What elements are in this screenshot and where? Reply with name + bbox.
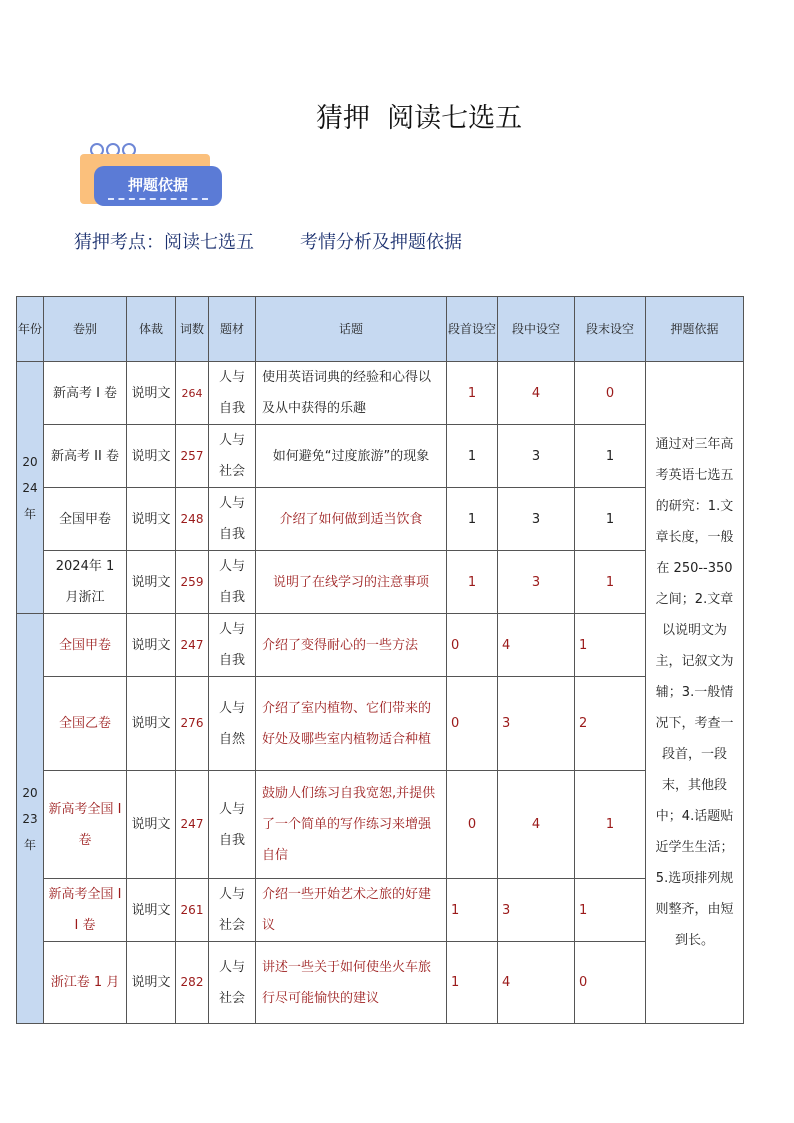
table-row	[17, 879, 744, 942]
subtitle	[74, 228, 462, 254]
subtitle-analysis: 考情分析及押题依据	[300, 232, 462, 253]
mid-cell: 4	[498, 614, 575, 677]
theme-cell: 人与社会	[209, 942, 256, 1024]
mid-cell: 4	[498, 942, 575, 1024]
end-cell: 0	[575, 362, 646, 425]
head-cell: 1	[447, 942, 498, 1024]
genre-cell: 说明文	[127, 488, 176, 551]
table-row	[17, 614, 744, 677]
header-basis: 押题依据	[646, 297, 744, 362]
table-row	[17, 425, 744, 488]
end-cell: 1	[575, 425, 646, 488]
end-cell: 1	[575, 488, 646, 551]
table-row	[17, 488, 744, 551]
topic-cell: 介绍了室内植物、它们带来的好处及哪些室内植物适合种植	[256, 677, 447, 771]
paper-cell: 全国甲卷	[44, 488, 127, 551]
badge-label: 押题依据	[94, 166, 222, 206]
mid-cell: 4	[498, 771, 575, 879]
theme-cell: 人与自我	[209, 362, 256, 425]
topic-cell: 介绍了变得耐心的一些方法	[256, 614, 447, 677]
topic-cell: 说明了在线学习的注意事项	[256, 551, 447, 614]
table-row	[17, 771, 744, 879]
genre-cell: 说明文	[127, 362, 176, 425]
year-cell-2023: 2023年	[17, 614, 44, 1024]
topic-cell: 鼓励人们练习自我宽恕,并提供了一个简单的写作练习来增强自信	[256, 771, 447, 879]
mid-cell: 4	[498, 362, 575, 425]
header-words: 词数	[176, 297, 209, 362]
end-cell: 1	[575, 614, 646, 677]
paper-cell: 新高考全国 I 卷	[44, 771, 127, 879]
genre-cell: 说明文	[127, 879, 176, 942]
header-theme: 题材	[209, 297, 256, 362]
words-cell: 282	[176, 942, 209, 1024]
theme-cell: 人与社会	[209, 425, 256, 488]
analysis-table	[16, 296, 744, 1024]
head-cell: 1	[447, 362, 498, 425]
words-cell: 276	[176, 677, 209, 771]
header-mid-blank: 段中设空	[498, 297, 575, 362]
table-header-row	[17, 297, 744, 362]
header-genre: 体裁	[127, 297, 176, 362]
table-row	[17, 677, 744, 771]
topic-cell: 介绍一些开始艺术之旅的好建议	[256, 879, 447, 942]
header-topic: 话题	[256, 297, 447, 362]
theme-cell: 人与自我	[209, 771, 256, 879]
words-cell: 257	[176, 425, 209, 488]
mid-cell: 3	[498, 677, 575, 771]
header-year: 年份	[17, 297, 44, 362]
head-cell: 1	[447, 551, 498, 614]
genre-cell: 说明文	[127, 942, 176, 1024]
genre-cell: 说明文	[127, 614, 176, 677]
genre-cell: 说明文	[127, 425, 176, 488]
head-cell: 1	[447, 879, 498, 942]
paper-cell: 全国甲卷	[44, 614, 127, 677]
topic-cell: 使用英语词典的经验和心得以及从中获得的乐趣	[256, 362, 447, 425]
year-cell-2024: 2024年	[17, 362, 44, 614]
paper-cell: 新高考 II 卷	[44, 425, 127, 488]
head-cell: 0	[447, 771, 498, 879]
mid-cell: 3	[498, 551, 575, 614]
words-cell: 264	[176, 362, 209, 425]
section-badge	[80, 142, 228, 214]
table-row	[17, 362, 744, 425]
page-title: 猜押 阅读七选五	[316, 103, 523, 134]
subtitle-exam-point: 猜押考点：阅读七选五	[74, 232, 254, 253]
words-cell: 247	[176, 614, 209, 677]
genre-cell: 说明文	[127, 771, 176, 879]
mid-cell: 3	[498, 879, 575, 942]
genre-cell: 说明文	[127, 551, 176, 614]
words-cell: 247	[176, 771, 209, 879]
head-cell: 0	[447, 614, 498, 677]
header-end-blank: 段末设空	[575, 297, 646, 362]
mid-cell: 3	[498, 425, 575, 488]
end-cell: 0	[575, 942, 646, 1024]
head-cell: 1	[447, 488, 498, 551]
end-cell: 1	[575, 551, 646, 614]
table-row	[17, 551, 744, 614]
paper-cell: 全国乙卷	[44, 677, 127, 771]
theme-cell: 人与自然	[209, 677, 256, 771]
genre-cell: 说明文	[127, 677, 176, 771]
words-cell: 259	[176, 551, 209, 614]
words-cell: 261	[176, 879, 209, 942]
theme-cell: 人与自我	[209, 488, 256, 551]
theme-cell: 人与自我	[209, 551, 256, 614]
theme-cell: 人与社会	[209, 879, 256, 942]
header-head-blank: 段首设空	[447, 297, 498, 362]
paper-cell: 浙江卷 1 月	[44, 942, 127, 1024]
topic-cell: 介绍了如何做到适当饮食	[256, 488, 447, 551]
mid-cell: 3	[498, 488, 575, 551]
head-cell: 0	[447, 677, 498, 771]
end-cell: 1	[575, 771, 646, 879]
topic-cell: 讲述一些关于如何使坐火车旅行尽可能愉快的建议	[256, 942, 447, 1024]
paper-cell: 新高考 I 卷	[44, 362, 127, 425]
theme-cell: 人与自我	[209, 614, 256, 677]
paper-cell: 2024年 1 月浙江	[44, 551, 127, 614]
end-cell: 1	[575, 879, 646, 942]
end-cell: 2	[575, 677, 646, 771]
paper-cell: 新高考全国 II 卷	[44, 879, 127, 942]
basis-cell: 通过对三年高考英语七选五的研究：1.文章长度，一般在 250--350 之间；2.文章以说明文为主，记叙文为辅；3.一般情况下，考查一段首，一段末，其他段中；4.话题贴近学生生活；5.选项排列规则整齐，由短到长。	[646, 362, 744, 1024]
table-row	[17, 942, 744, 1024]
head-cell: 1	[447, 425, 498, 488]
topic-cell: 如何避免“过度旅游”的现象	[256, 425, 447, 488]
header-paper: 卷别	[44, 297, 127, 362]
words-cell: 248	[176, 488, 209, 551]
